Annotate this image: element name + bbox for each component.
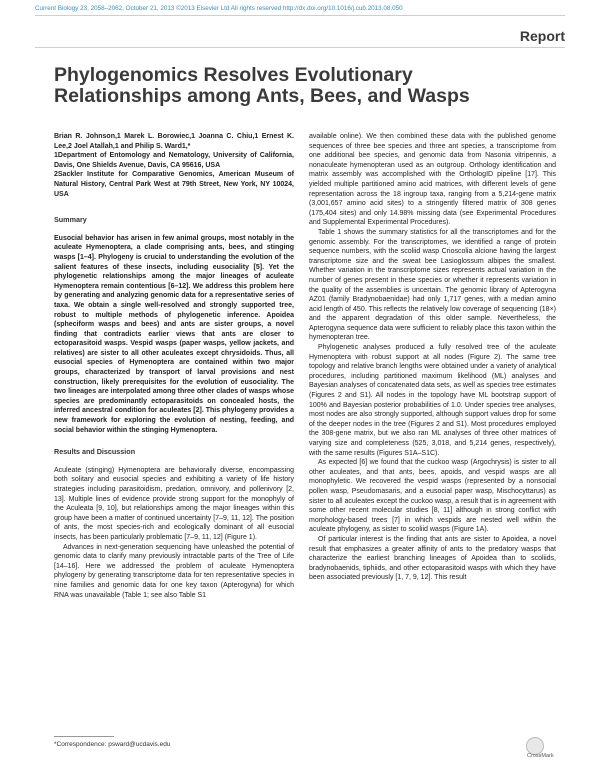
correspondence-note: *Correspondence: psward@ucdavis.edu: [54, 741, 171, 748]
affiliation-1: 1Department of Entomology and Nematology, University of California, Davis, One Shields Avenue, Davis, CA 95616, USA: [54, 152, 294, 169]
crossmark-badge[interactable]: [526, 737, 566, 765]
right-column: [309, 132, 556, 583]
left-column: [54, 132, 294, 600]
results-heading: Results and Discussion: [54, 447, 136, 457]
journal-citation-header: Current Biology 23, 2058–2062, October 21, 2013 ©2013 Elsevier Ltd All rights reserved http://dx.doi.org/10.1016/j.cub.2013.08.050: [35, 5, 403, 12]
summary-paragraph: Eusocial behavior has arisen in few animal groups, most notably in the aculeate Hymenoptera, a clade comprising ants, bees, and stinging wasps [1–4]. Phylogeny is crucial to understanding the evolution of the salient features of these insects, including eusociality [5]. Yet the phylogenetic relationships among the major lineages of aculeate Hymenoptera remain contentious [6–12]. We address this problem here by generating and analyzing genomic data for a representative series of taxa. We obtain a single well-resolved and strongly supported tree, robust to multiple methods of phylogenetic inference. Apoidea (spheciform wasps and bees) and ants are sister groups, a novel finding that contradicts earlier views that ants are closer to ectoparasitoid wasps. Vespid wasps (paper wasps, yellow jackets, and relatives) are sister to all other aculeates except chrysidoids. Thus, all eusocial species of Hymenoptera are contained within two major groups, characterized by transport of larval provisions and nest construction, likely prerequisites for the evolution of eusociality. The two lineages are interpolated among three other clades of wasps whose species are predominantly ectoparasitoids on concealed hosts, the inferred ancestral condition for aculeates [2]. This phylogeny provides a new framework for exploring the evolution of nesting, feeding, and social behavior within the stinging Hymenoptera.: [54, 234, 295, 434]
body-paragraph: Advances in next-generation sequencing have unleashed the potential of genomic data to clarify many previously intractable parts of the Tree of Life [14–16]. Here we addressed the problem of aculeate Hymenoptera phylogeny by generating transcriptome data for ten representative species in nine families and genomic data for one key taxon (Apterogyna) for which RNA was unavailable (Table 1; see also Table S1: [54, 543, 294, 599]
affiliation-2: 2Sackler Institute for Comparative Genomics, American Museum of Natural History, Central Park West at 79th Street, New York, NY 10024, USA: [54, 171, 294, 198]
body-paragraph: Aculeate (stinging) Hymenoptera are behaviorally diverse, encompassing both solitary and eusocial species and exhibiting a variety of life history strategies including parasitoidism, predation, omnivory, and pollenivory [2, 13]. Multiple lines of evidence provide strong support for the monophyly of the Aculeata [9, 10], but relationships among the major lineages within this group have been a matter of continued uncertainty [7–9, 11, 12]. The position of ants, the most species-rich and ecologically dominant of all eusocial insects, has been particularly problematic [7–9, 11, 12] (Figure 1).: [54, 466, 294, 541]
summary-heading: Summary: [54, 215, 87, 225]
article-type-label: Report: [519, 28, 565, 44]
body-paragraph: Table 1 shows the summary statistics for all the transcriptomes and for the genomic assembly. For the transcriptomes, we identified a range of protein sequence numbers, with the scoliid wasp Crioscolia alcione having the largest transcriptome size and the sweat bee Lasioglossum albipes the smallest. Whether variation in the transcriptome sizes represents actual variation in the number of genes present in these species or whether it represents variation in the quality of the assemblies is uncertain. The genomic library of Apterogyna AZ01 (family Bradynobaenidae) had only 1,717 genes, with a median amino acid length of 450. This reflects the relatively low coverage of sequencing (18×) and the apparent degradation of this older sample. Nevertheless, the Apterogyna sequence data were sufficient to reliably place this taxon within the hymenopteran tree.: [309, 228, 556, 342]
title-divider: [35, 47, 565, 48]
body-paragraph: available online). We then combined these data with the published genome sequences of three bee species and three ant species, a transcriptome from one additional bee species, and genomic data from Nasonia vitripennis, a nonaculeate hymenopteran used as an outgroup. Orthology identification and matrix assembly was accomplished with the OrthologID pipeline [17]. This yielded multiple partitioned amino acid matrices, with different levels of gene representation across the 18 ingroup taxa, ranging from a 5,214-gene matrix (3,001,657 amino acid sites) to a stringently filtered matrix of 308 genes (175,404 sites) and only 14.98% missing data (see Experimental Procedures and Supplemental Experimental Procedures).: [309, 133, 556, 227]
header-divider: [35, 15, 565, 16]
body-paragraph: As expected [6] we found that the cuckoo wasp (Argochrysis) is sister to all other aculeates, and that ants, bees, apoids, and vespid wasps are all monophyletic. We recovered the vespid wasps (represented by a nonsocial pollen wasp, Pseudomasaris, and a eusocial paper wasp, Mischocyttarus) as sister to all aculeates except the cuckoo wasp, a result that is in agreement with some other recent molecular studies [8, 11] although in strong conflict with morphology-based trees [7] in which vespids are nested well within the aculeate phylogeny, as sister to scoliid wasps (Figure 1A).: [309, 459, 556, 534]
author-list: Brian R. Johnson,1 Marek L. Borowiec,1 Joanna C. Chiu,1 Ernest K. Lee,2 Joel Atallah,1 and Philip S. Ward1,*: [54, 133, 294, 150]
crossmark-label: CrossMark: [527, 753, 554, 759]
body-paragraph: Phylogenetic analyses produced a fully resolved tree of the aculeate Hymenoptera with robust support at all nodes (Figure 2). The same tree topology and relative branch lengths were obtained under a variety of analytical procedures, including partitioned maximum likelihood (ML) analyses and Bayesian analyses of concatenated data sets, as well as species tree estimates (Figures 2 and S1). All nodes in the topology have ML bootstrap support of 100% and Bayesian posterior probabilities of 1.0. Under species tree analyses, most nodes are also strongly supported, although support values drop for some of the deeper nodes in the tree (Figures 2 and S1). Most procedures employed the 308-gene matrix, but we also ran ML analyses of three other matrices of varying size and completeness (525, 3,018, and 5,214 genes, respectively), with the same results (Figures S1A–S1C).: [309, 344, 556, 457]
article-title: Phylogenomics Resolves Evolutionary Relationships among Ants, Bees, and Wasps: [54, 64, 470, 107]
footnote-divider: [54, 736, 114, 737]
body-paragraph: Of particular interest is the finding that ants are sister to Apoidea, a novel result that emphasizes a greater affinity of ants to the predatory wasps that characterize the earliest branching lineages of Apoidea than to scoliids, bradynobaenids, tiphiids, and other ectoparasitoid wasps with which they have been associated previously [1, 7, 9, 12]. This result: [309, 535, 556, 582]
